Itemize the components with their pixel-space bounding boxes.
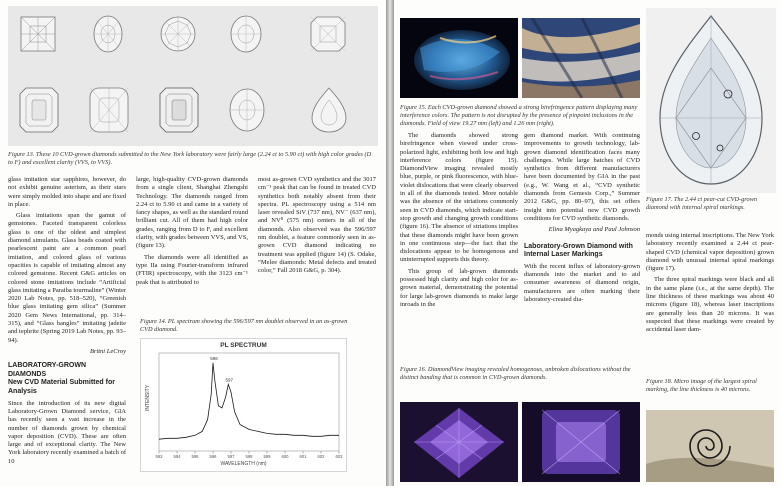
figure-14-caption: Figure 14. PL spectrum showing the 596/597 nm doublet observed in an as-grown CVD diamond. [140, 318, 348, 333]
section-subheading: New CVD Material Submitted for Analysis [8, 379, 115, 396]
figure-17-caption: Figure 17. The 2.44 ct pear-cut CVD-grown diamond with internal spiral markings. [646, 196, 757, 211]
x-tick-label: 594 [173, 454, 181, 459]
diamond-round-brilliant [158, 14, 198, 54]
byline: Britni LeCroy [89, 347, 126, 355]
figure-16-photo-left [400, 402, 518, 482]
x-tick-label: 603 [335, 454, 343, 459]
diamond-oval-2 [226, 14, 266, 54]
x-axis-label: WAVELENGTH (nm) [220, 461, 267, 467]
figure-15-caption: Figure 15. Each CVD-grown diamond showed a strong birefringence pattern displaying many interference colors. The pattern is not disrupted by the presence of pinpoint inclusions in the diamonds. Field of view 19.27 mm (left) and 1.26 mm (right). [400, 104, 638, 127]
x-tick-label: 602 [317, 454, 325, 459]
left-column-2 [136, 176, 248, 290]
y-axis-label: INTENSITY [145, 384, 152, 412]
figure-16-caption: Figure 16. DiamondView imaging revealed homogenous, unbroken dislocations without the distinct banding that is common in CVD-grown diamonds. [400, 366, 631, 381]
paragraph: The diamonds were all identified as type IIa using Fourier-transform infrared (FTIR) spectroscopy, with the 3123 cm⁻¹ peak that is attributed to [136, 253, 248, 286]
diamond-princess [18, 14, 58, 54]
paragraph: gem diamond market. With continuing improvements to growth technology, lab-grown diamond identification faces many challenges. While large batches of CVD synthetics from different manufacturers have been documented by GIA in the past (e.g., W. Wang et al., “CVD synthetic diamonds from Gemesis Corp.,” Summer 2012 G&G, pp. 80–97), this set offers insight into potential new CVD growth conditions for CVD synthetic diamonds. [524, 132, 640, 222]
paragraph: glass imitation star sapphires, however, do not exhibit genuine asterism, as their stars were simply molded into shape and are fixed in place. [8, 176, 126, 208]
section-heading: LABORATORY-GROWN DIAMONDS [8, 362, 87, 378]
diamond-radiant [308, 14, 348, 54]
pl-spectrum-plot [141, 339, 346, 471]
left-page [0, 0, 386, 486]
x-tick-label: 595 [191, 454, 199, 459]
paragraph: monds using internal inscriptions. The New York laboratory recently examined a 2.44 ct pear-shaped CVD (chemical vapor deposition) grown diamond with unusual internal spiral markings (figure 17). [646, 232, 774, 273]
diamond-emerald-cut-2 [158, 86, 200, 134]
paragraph: This group of lab-grown diamonds possessed high clarity and high color for as-grown material, demonstrating the potential for large lab-grown diamonds to make large inroads in the [400, 267, 518, 308]
diamond-cushion [88, 86, 130, 134]
figure-18-caption: Figure 18. Micro image of the largest spiral marking, the line thickness is 40 microns. [646, 378, 757, 393]
diamond-emerald-cut [18, 86, 60, 134]
left-column-1 [8, 176, 126, 469]
diamond-oval [88, 14, 128, 54]
figure-15-photo-right [522, 18, 640, 98]
byline: Elina Myagkaya and Paul Johnson [548, 226, 640, 234]
right-column-3 [646, 232, 774, 338]
figure-17-photo [646, 8, 776, 193]
x-tick-label: 598 [245, 454, 253, 459]
right-page [394, 0, 780, 486]
pl-spectrum-chart [140, 338, 347, 472]
spectrum-line [159, 363, 339, 439]
x-tick-label: 597 [227, 454, 235, 459]
figure-15-photo-left [400, 18, 518, 98]
x-tick-label: 593 [155, 454, 163, 459]
paragraph: Since the introduction of its new digital Laboratory-Grown Diamond service, GIA has recently seen a vast increase in the number of diamonds grown by chemical vapor deposition (CVD). These are often large and of exceptional clarity. The New York laboratory recently examined a batch of 10 [8, 399, 126, 465]
paragraph: large, high-quality CVD-grown diamonds from a single client, Shanghai Zhengshi Technology. The diamonds ranged from 2.24 ct to 5.90 ct and came in a variety of fancy shapes, as well as the standard round brilliant cut. All of them had high color grades, ranging from D to F, and excellent clarity, with grades between VVS, and VS, (figure 13). [136, 176, 248, 250]
diamond-pear [308, 86, 350, 134]
paragraph: The diamonds showed strong birefringence when viewed under cross-polarized light, exhibiting both low and high interference colors (figure 15). DiamondView imaging revealed mostly blue, purple, or pink fluorescence, with blue-violet dislocations that were clearly observed in all of the diamonds tested. More notable was the absence of the striations commonly seen in CVD diamonds, which indicate start-stop growth and changing growth conditions (figure 16). The absence of striations implies that these diamonds might have been grown in one continuous step—the fact that the dislocations appear to be homogenous and uninterrupted supports this theory. [400, 132, 518, 264]
figure-18-photo [646, 410, 774, 482]
paragraph: most as-grown CVD synthetics and the 3017 cm⁻¹ peak that can be found in treated CVD synthetics both notably absent from their spectra. PL spectroscopy using a 514 nm laser revealed SiV (737 nm), NV⁻ (637 nm), and NV⁰ (575 nm) centers in all of the diamonds. Also observed was the 596/597 nm doublet, a feature commonly seen in as-grown CVD diamond indicating no treatment was applied (figure 14) (S. Odake, “Melee diamonds: Metal defects and treated color,” Fall 2018 G&G, p. 304). [258, 176, 376, 275]
x-tick-label: 601 [299, 454, 307, 459]
right-column-1 [400, 132, 518, 312]
right-column-2 [524, 132, 640, 307]
figure-16-photo-right [522, 402, 640, 482]
paragraph: With the recent influx of laboratory-grown diamonds into the market and to aid consumer awareness of diamond origin, manufacturers are often marking their laboratory-created dia- [524, 262, 640, 303]
x-tick-label: 599 [263, 454, 271, 459]
section-heading: Laboratory-Grown Diamond with Internal Laser Markings [524, 242, 633, 259]
peak-label: 597 [225, 377, 234, 383]
figure-13-diamond-grid [8, 6, 378, 146]
chart-title: PL SPECTRUM [220, 342, 267, 349]
page-gutter [386, 0, 394, 486]
peak-label: 596 [210, 355, 218, 361]
paragraph: The three spiral markings were black and all in the same plane (i.e., at the same depth). The line thickness of these markings was about 40 microns (figure 18), whereas laser inscriptions are generally less than 20 microns. It was suspected that these markings were created by accidental laser dam- [646, 276, 774, 334]
diamond-oval-3 [226, 86, 268, 134]
figure-13-caption: Figure 13. These 10 CVD-grown diamonds submitted to the New York laboratory were fairly large (2.24 ct to 5.90 ct) with high color grades (D to F) and excellent clarity (VVS, to VVS). [8, 151, 372, 166]
paragraph: Glass imitations span the gamut of gemstones. Faceted transparent colorless glass is one of the oldest and simplest diamond simulants. Glass beads coated with pearlescent paint are a common pearl imitation, and colored glass of various opacities is capable of imitating almost any colored gemstone. Recent G&G articles on colored stone imitations include “Artificial glass imitating a Paraiba tourmaline” (Winter 2020 Lab Notes, pp. 518–520), “Greenish blue glass imitating gem silica” (Summer 2020 Gem News International, pp. 314–315), and “Glass bangles” imitating jadeite and tephrite (Spring 2019 Lab Notes, pp. 93–94). [8, 212, 126, 344]
left-column-3 [258, 176, 376, 279]
x-tick-label: 596 [209, 454, 217, 459]
x-tick-label: 600 [281, 454, 289, 459]
